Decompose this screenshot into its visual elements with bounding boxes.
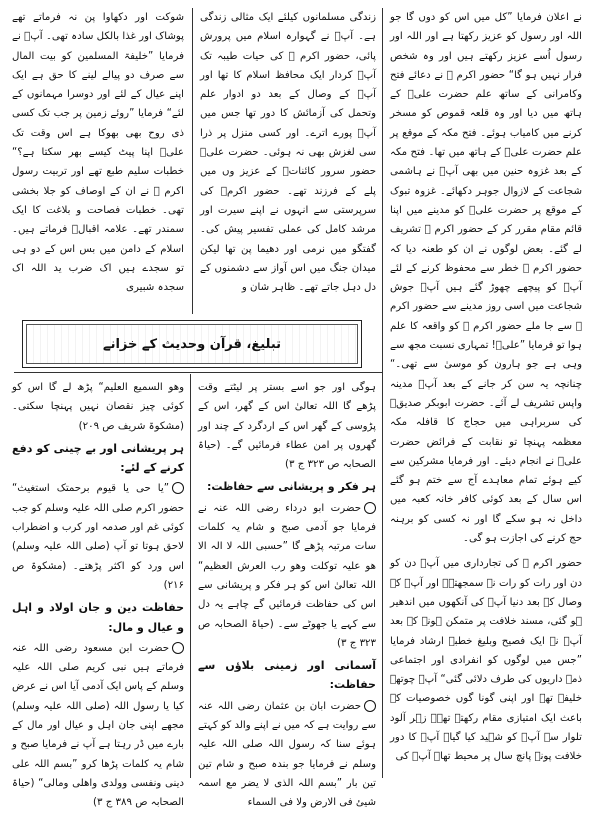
section-heading: حفاظت دین و جان اولاد و اہل و عیال و مال: [12,601,184,634]
left-column-top [12,8,184,314]
paragraph-text: حضرت ابان بن عثمان رضی اللہ عنہ سے روایت ہے کہ میں نے اپنے والد کو کہتے ہوئے سنا کہ رسول اللہ صلی اللہ علیہ وسلم نے فرمایا جو بندہ صبح و شام تین تین بار ”بسم اللہ الذی لا یضر مع اسمہ شیئ فی الارض ولا فی السماء [198,700,376,809]
paragraph [12,479,184,595]
banner-underline [14,372,382,373]
bullet-circle-icon [172,482,184,494]
section-heading: آسمانی اور زمینی بلاؤں سے حفاظت: [198,659,376,692]
bullet-circle-icon [364,700,376,712]
bullet-circle-icon [364,502,376,514]
paragraph [198,697,376,813]
paragraph [12,639,184,813]
section-banner [22,320,362,368]
paragraph: شوکت اور دکھاوا پن نہ فرماتے تھے پوشاک اور غذا بالکل سادہ تھی۔ آپؓ نے فرمایا ”خلیفۃ المسلمین کو بیت المال سے صرف دو پیالے لینے کا حق ہے ایک اپنے عیال کے لئے اور دوسرا مہمانوں کے لئے“ فرمایا ”روئے زمین پر جب تک کسی ذی روح بھی بھوکا ہے اس وقت تک علیؓ اپنا پیٹ کیسے بھر سکتا ہے؟“ خطبات سلیم طبع تھے اور تربیت رسول اکرم ﷺ نے ان کے اوصاف کو جلا بخشی تھی۔ خطبات فصاحت و بلاغت کا ایک سمندر تھے۔ علامہ اقبالؒ فرماتے ہیں۔ اسلام کے دامن میں بس اس کے دو ہی تو سجدے ہیں اک ضرب ید اللہ اک سجدہ شبیری [12,12,184,294]
paragraph-text: ”یا حی یا قیوم برحمتک استغیث“ حضور اکرم صلی اللہ علیہ وسلم کو جب کوئی غم اور صدمہ اور کرب و اضطراب لاحق ہوتا تو آپ (صلی اللہ علیہ وسلم) اس ورد کو اکثر پڑھتے۔ (مشکوۃ ص ۲۱۶) [12,483,184,591]
section-banner-title: تبلیغ، قرآن وحدیث کے خزانے [26,324,358,364]
middle-column-top [200,8,376,314]
left-column-bottom [12,378,184,809]
paragraph: نے اعلان فرمایا ”کل میں اس کو دوں گا جو اللہ اور رسول کو عزیز رکھتا ہے اور اللہ اور رسول اُسے عزیز رکھتے ہیں اور وہ شخص فرار نہیں ہو گا“ حضور اکرم ﷺ نے دعائے فتح وکامرانی کے ساتھ علم حضرت علیؓ کے ہاتھ میں دیا اور وہ قلعہ قموص کو مسخر کرنے میں کامیاب ہوئے۔ فتح مکہ کے موقع پر علم حضرت علیؓ کے ہاتھ میں تھا۔ فتح مکہ کے بعد غزوہ حنین میں بھی آپؓ نے ہاشمی شجاعت کے لازوال جوہر دکھائے۔ غزوہ تبوک کے موقع پر حضرت علیؓ کو مدینے میں اپنا قائم مقام مقرر کر کے حضور اکرم ﷺ تشریف لے گئے۔ بعض لوگوں نے ان کو طعنہ دیا کہ حضور اکرم ﷺ خطر سے محفوظ کرنے کے لئے آپؓ کو پیچھے چھوڑ گئے ہیں آپؓ جوش شجاعت میں اسی روز مدینے سے حضور اکرم ﷺ سے جا ملے حضور اکرم ﷺ کو واقعہ کا علم ہوا تو فرمایا ”علیؓ! تمہاری نسبت مجھ سے وہی ہے جو ہارون کو موسیٰ سے تھی۔“ چنانچہ یہ سن کر جانے کے بعد آپؓ مدینہ واپس تشریف لے آئے۔ حضرت ابوبکر صدیقؓ کی سربراہی میں حجاج کا قافلہ مکہ معظمہ پہنچا تو نقابت کے فرائض حضرت علیؓ نے انجام دیئے۔ اور فرمایا مشرکین سے کیے ہوئے تمام معاہدے آج سے ختم ہو گئے اس سال کے بعد کوئی کافر خانہ کعبہ میں داخل نہ ہو سکے گا اور نہ کسی کو برہنہ حج کرنے کی اجازت ہو گی۔ [390,12,582,545]
section-heading: ہر فکر و پریشانی سے حفاظت: [206,480,376,494]
right-column [390,8,582,780]
paragraph: وھو السمیع العلیم“ پڑھ لے گا اس کو کوئی چیز نقصان نہیں پہنچا سکتی۔ (مشکوۃ شریف ص ۲۰۹) [12,382,184,432]
paragraph: حضور اکرم ﷺ کی تجارداری میں آپؓ دن کو دن اور رات کو رات نہ سمجھتے۔ اور آپؐ کے وصال کے بعد دنیا آپؓ کی آنکھوں میں اندھیر ہو گئی، مسند خلافت پر متمکن ہونے کے بعد آپؓ نے ایک فصیح وبلیغ خطبہ ارشاد فرمایا ”جس میں لوگوں کو انفرادی اور اجتماعی ذمہ داریوں کی طرف دلائی گئی“ آپؓ چوتھے خلیفہ تھے اور اپنی گونا گوں خصوصیات کے باعث ایک امتیازی مقام رکھتے تھے۔ زہر آلود تلوار سے آپؓ کو شہید کیا گیا۔ آپؓ کا دور خلافت پونے پانچ سال پر محیط تھا۔ آپؓ کی [390,558,582,763]
bullet-circle-icon [172,642,184,654]
paragraph: ہوگی اور جو اسے بستر پر لیٹتے وقت پڑھے گا اللہ تعالیٰ اس کے گھر، اس کے پڑوسی کے گھر اس کے اردگرد کے چند اور گھروں پر امن عطاء فرمائیں گے۔ (حیاۃ الصحابہ ص ۳۲۳ ج ۳) [198,382,376,471]
paragraph [198,499,376,653]
column-divider [190,374,191,778]
column-divider [192,8,193,314]
paragraph: زندگی مسلمانوں کیلئے ایک مثالی زندگی ہے۔ آپؓ نے گہوارہ اسلام میں پرورش پائی، حضور اکرم ﷺ کی حیات طیبہ تک آپؓ کردار ایک محافظ اسلام کا تھا اور آپؓ کے وصال کے بعد دو ادوار علم وتحمل کی آزمائش کا دور تھا جس میں آپؓ پورے اترے۔ اور کسی منزل پر ذرا سی لغزش بھی نہ ہوئی۔ حضرت علیؓ حضور سرور کائناتؐ کے عزیز وں میں پلے کے فرزند تھے۔ حضور اکرمؐ کی سرپرستی سے انہوں نے اپنے سیرت اور مرشد کامل کی عملی تفسیر پیش کی۔ گفتگو میں نرمی اور دھیما پن تھا لیکن میدان جنگ میں اس آواز سے دشمنوں کے دل دہل جاتے تھے۔ ظاہر شان و [200,12,376,294]
column-divider [382,8,383,778]
paragraph-text: حضرت ابن مسعود رضی اللہ عنہ فرماتے ہیں نبی کریم صلی اللہ علیہ وسلم کے پاس ایک آدمی آیا اس نے عرض کیا یا رسول اللہ (صلی اللہ علیہ وسلم) مجھے اپنی جان اہل و عیال اور مال کے بارے میں ڈر رہتا ہے آپ نے فرمایا صبح و شام یہ کلمات پڑھا کرو ”بسم اللہ علی دینی ونفسی وولدی واھلی ومالی“ (حیاۃ الصحابہ ص ۳۸۹ ج ۳) [12,642,184,809]
paragraph-text: حضرت ابو درداء رضی اللہ عنہ نے فرمایا جو آدمی صبح و شام یہ کلمات سات مرتبہ پڑھے گا ”حسبی اللہ لا الہ الا ھو علیہ توکلت وھو رب العرش العظیم“ اللہ تعالیٰ اس کو ہر فکر و پریشانی سے اس کی حفاظت فرمائیں گے چاہے یہ دل سے کہے یا جھوٹے سے۔ (حیاۃ الصحابہ ص ۳۲۳ ج ۳) [198,502,376,649]
middle-column-bottom [198,378,376,809]
section-heading: ہر پریشانی اور بے چینی کو دفع کرنے کے لئے: [12,441,184,475]
